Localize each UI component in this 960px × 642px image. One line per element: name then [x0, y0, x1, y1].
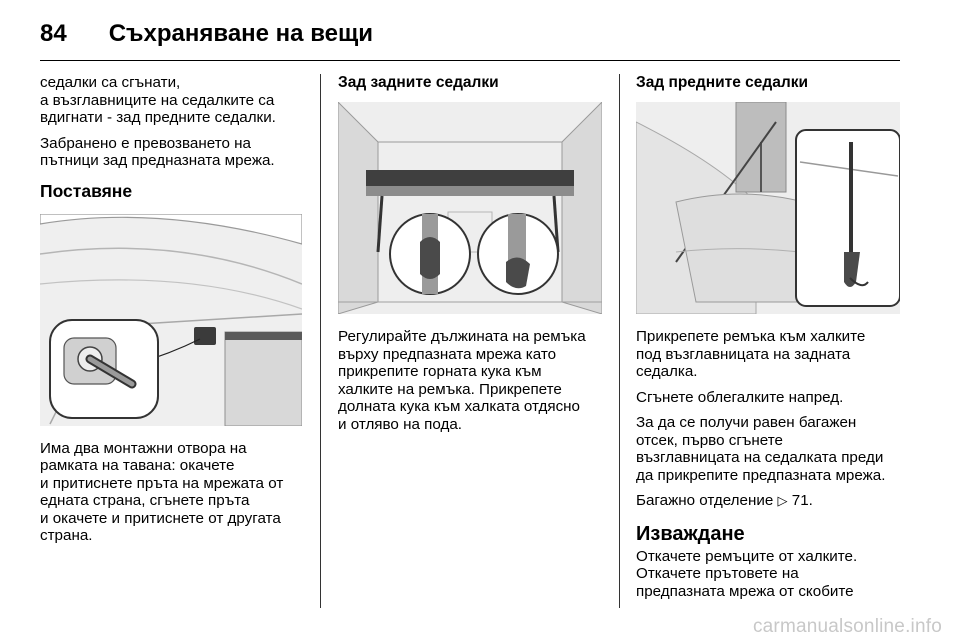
page-title: Съхраняване на вещи [108, 20, 373, 47]
section-heading-behind-rear: Зад задните седалки [338, 74, 499, 91]
remove-paragraph: Откачете ремъците от халките. Откачете прътовете на предпазната мрежа от скобите [636, 547, 858, 600]
header-rule [40, 60, 900, 61]
section-heading-behind-front: Зад предните седалки [636, 74, 809, 91]
page-number: 84 [40, 20, 67, 47]
attach-paragraph: Прикрепете ремъка към халките под възглавницата на задната седалка. [636, 328, 866, 380]
section-heading-remove: Изваждане [636, 522, 745, 545]
intro-paragraph: седалки са сгънати, а възглавниците на седалките са вдигнати - зад предните седалки. [40, 74, 276, 126]
figure-mounting-hole [40, 214, 302, 426]
cross-ref-paragraph: Багажно отделение ▷ 71. [636, 492, 813, 509]
column-3 [636, 74, 902, 608]
page-header [40, 14, 373, 54]
page-ref-arrow-icon: ▷ [777, 493, 788, 508]
warning-paragraph: Забранено е превозването на пътници зад предназната мрежа. [40, 134, 275, 169]
figure-behind-front-seats [636, 102, 900, 314]
column-divider-1 [320, 74, 321, 608]
page-ref-link[interactable]: 71. [791, 492, 813, 509]
flat-floor-paragraph: За да се получи равен багажен отсек, първо сгънете възглавницата на седалката преди да прикрепите предпазната мрежа. [636, 414, 886, 484]
watermark: carmanualsonline.info [752, 616, 942, 637]
fold-paragraph: Сгънете облегалките напред. [636, 388, 844, 406]
install-paragraph: Има два монтажни отвора на рамката на тавана: окачете и притиснете пръта на мрежата от едната страна, сгънете пръта и окачете и притиснете от другата страна. [40, 439, 284, 544]
behind-rear-paragraph: Регулирайте дължината на ремъка върху предпазната мрежа като прикрепите горната кука към халките на ремъка. Прикрепете долната кука към халката отдясно и отляво на пода. [338, 328, 586, 433]
column-1 [40, 74, 302, 553]
column-divider-2 [619, 74, 620, 608]
figure-behind-rear-seats [338, 102, 602, 314]
column-2 [338, 74, 602, 441]
section-heading-install: Поставяне [40, 180, 133, 201]
